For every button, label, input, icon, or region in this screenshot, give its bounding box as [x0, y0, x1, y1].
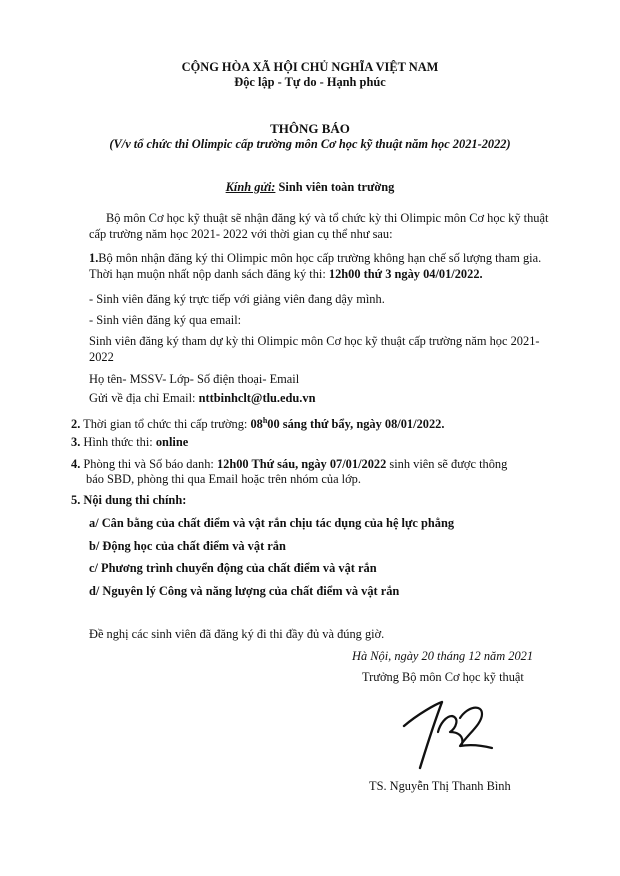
item-2-text: Thời gian tổ chức thi cấp trường: [80, 417, 251, 432]
item-5-text: Nội dung thi chính: [80, 493, 187, 507]
email-send [89, 391, 316, 406]
item-5 [71, 493, 186, 508]
greeting-label: Kính gửi: [225, 180, 276, 194]
notice-title: THÔNG BÁO [270, 121, 350, 136]
closing-statement: Đề nghị các sinh viên đã đăng ký đi thi đầy đủ và đúng giờ. [89, 627, 385, 641]
email-send-label: Gửi về địa chỉ Email: [89, 391, 199, 405]
item-1 [89, 251, 563, 282]
signer-title: Trưởng Bộ môn Cơ học kỹ thuật [362, 670, 524, 684]
motto: Độc lập - Tự do - Hạnh phúc [234, 75, 386, 89]
register-email: - Sinh viên đăng ký qua email: [89, 313, 242, 327]
item-2-time: 08$^h$00 sáng thứ bẩy, ngày 08/01/2022. [250, 416, 445, 432]
register-direct: - Sinh viên đăng ký trực tiếp với giảng viên đang dậy mình. [89, 292, 385, 306]
item-1-deadline: 12h00 thứ 3 ngày 04/01/2022. [328, 266, 483, 281]
topic-a: a/ Cân bằng của chất điểm và vật rắn chịu tác dụng của hệ lực phẳng [89, 516, 455, 530]
item-4-number: 4. [71, 457, 81, 471]
date-place: Hà Nội, ngày 20 tháng 12 năm 2021 [352, 649, 534, 663]
item-1-text: Bộ môn nhận đăng ký thi Olimpic môn học cấp trường không hạn chế số lượng tham gia. Thời hạn muộn nhất nộp danh sách đăng ký thi: [89, 251, 542, 281]
item-3 [71, 435, 188, 450]
item-1-number: 1. [89, 251, 99, 265]
signer-name: TS. Nguyễn Thị Thanh Bình [369, 779, 511, 793]
item-3-number: 3. [71, 435, 81, 449]
item-4-rest: sinh viên sẽ được thông [386, 457, 508, 471]
item-4 [71, 457, 507, 472]
item-2 [71, 413, 444, 432]
email-address: nttbinhclt@tlu.edu.vn [198, 391, 316, 405]
email-template: Sinh viên đăng ký tham dự kỳ thi Olimpic môn Cơ học kỹ thuật cấp trường năm học 2021-2022 [89, 334, 540, 364]
country-header: CỘNG HÒA XÃ HỘI CHỦ NGHĨA VIỆT NAM [181, 60, 439, 74]
greeting-recipient: Sinh viên toàn trường [275, 180, 395, 194]
notice-subtitle: (V/v tổ chức thi Olimpic cấp trường môn Cơ học kỹ thuật năm học 2021-2022) [109, 137, 511, 151]
item-4-text: Phòng thi và Số báo danh: [80, 457, 217, 471]
item-4-line-2: báo SBD, phòng thi qua Email hoặc trên nhóm của lớp. [86, 472, 361, 486]
email-fields: Họ tên- MSSV- Lớp- Số điện thoại- Email [89, 372, 300, 386]
handwritten-signature [398, 696, 498, 770]
item-3-text: Hình thức thi: [80, 435, 156, 449]
topic-b: b/ Động học của chất điểm và vật rắn [89, 539, 286, 553]
item-2-number: 2. [71, 417, 81, 432]
intro-paragraph: Bộ môn Cơ học kỹ thuật sẽ nhận đăng ký và tổ chức kỳ thi Olimpic môn Cơ học kỹ thuật cấp trường năm học 2021- 2022 với thời gian cụ thể như sau: [89, 211, 549, 241]
topic-c: c/ Phương trình chuyển động của chất điểm và vật rắn [89, 561, 377, 575]
topic-d: d/ Nguyên lý Công và năng lượng của chất điểm và vật rắn [89, 584, 400, 598]
item-4-time: 12h00 Thứ sáu, ngày 07/01/2022 [216, 457, 387, 471]
item-5-number: 5. [71, 493, 81, 507]
item-3-value: online [155, 435, 189, 449]
greeting [0, 180, 620, 195]
